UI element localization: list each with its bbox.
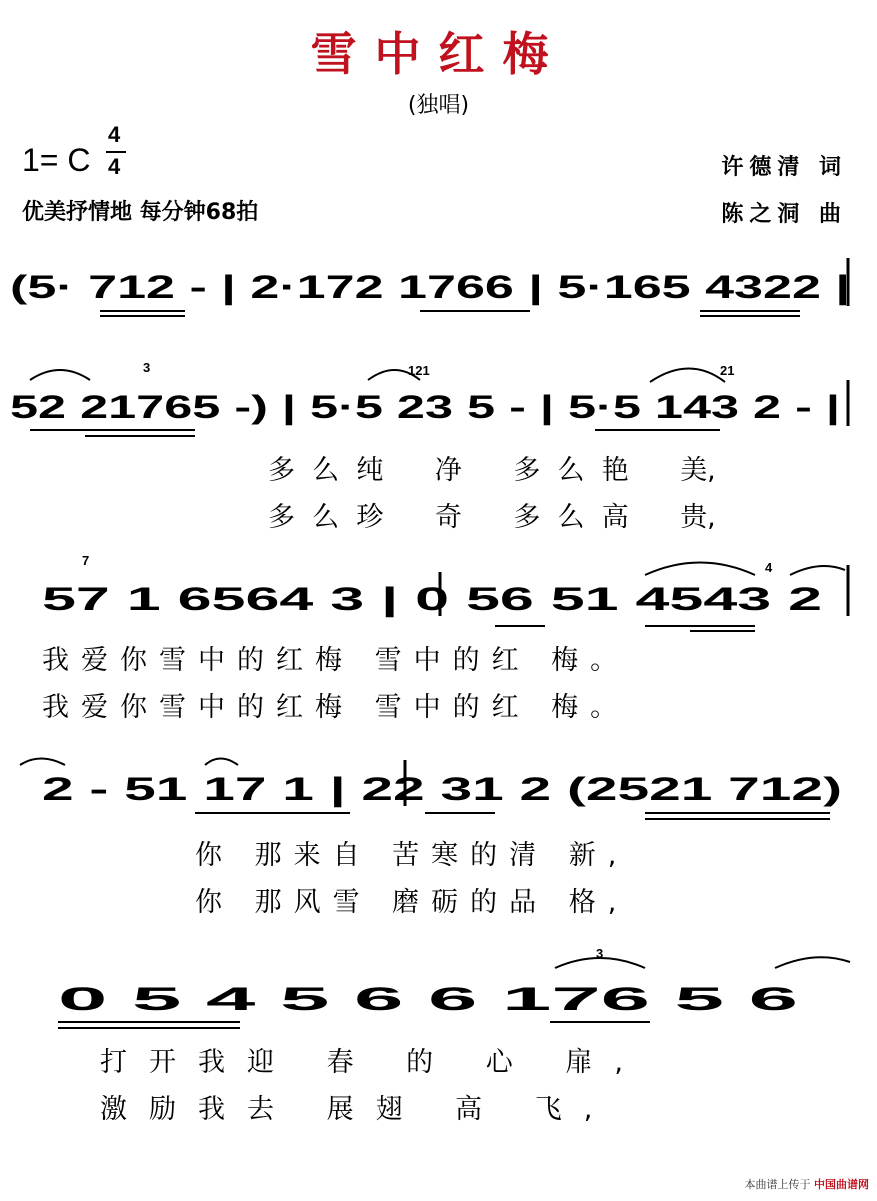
song-subtitle: (独唱): [407, 93, 470, 118]
lyrics-verse2-line4: 你 那风雪 磨砺的品 格,: [195, 887, 629, 918]
source-note: [745, 1176, 870, 1192]
key-signature: 1= C: [22, 142, 91, 178]
composer-credit: 陈之洞 曲: [721, 202, 847, 227]
lyrics-verse2-line2: 多 么 珍 奇 多 么 高 贵,: [268, 502, 716, 533]
song-title: 雪中红梅: [310, 27, 567, 81]
score-line-4: 2 - 51 17 1 | 22 31 2 (2521 712): [42, 771, 842, 807]
lyricist-credit: 许德清 词: [721, 155, 847, 180]
lyrics-verse1-line3: 我爱你雪中的红梅 雪中的红 梅。: [42, 645, 630, 676]
score-line-3: 57 1 6564 3 | 0 56 51 4543 2: [42, 581, 822, 617]
grace-notes-2: 21: [720, 363, 735, 378]
site-logo[interactable]: 中国曲谱网: [814, 1178, 869, 1191]
lyrics-verse2-line3: 我爱你雪中的红梅 雪中的红 梅。: [42, 692, 630, 723]
upload-text: 本曲谱上传于: [744, 1178, 811, 1191]
triplet-mark-2: 3: [596, 946, 604, 961]
lyrics-verse1-line2: 多 么 纯 净 多 么 艳 美,: [268, 455, 716, 486]
grace-note-3: 7: [82, 553, 90, 568]
tempo-marking: 优美抒情地 每分钟68拍: [22, 200, 259, 225]
meter-numerator: 4: [108, 122, 121, 147]
lyrics-verse1-line4: 你 那来自 苦寒的清 新,: [195, 840, 629, 871]
grace-notes-1: 121: [408, 363, 430, 378]
lyrics-verse2-line5: 激励我去 展翅 高 飞,: [100, 1094, 615, 1125]
meter-denominator: 4: [108, 154, 121, 179]
grace-note-4: 4: [765, 560, 773, 575]
triplet-mark-1: 3: [143, 360, 151, 375]
score-line-1: (5· 712 - | 2·172 1766 | 5·165 4322 |: [10, 269, 850, 305]
lyrics-verse1-line5: 打开我迎 春 的 心 扉,: [100, 1047, 645, 1078]
score-line-5: 0 5 4 5 6 6 176 5 6: [58, 981, 798, 1017]
score-line-2: 52 21765 -) | 5·5 23 5 - | 5·5 143 2 - |: [10, 389, 840, 425]
